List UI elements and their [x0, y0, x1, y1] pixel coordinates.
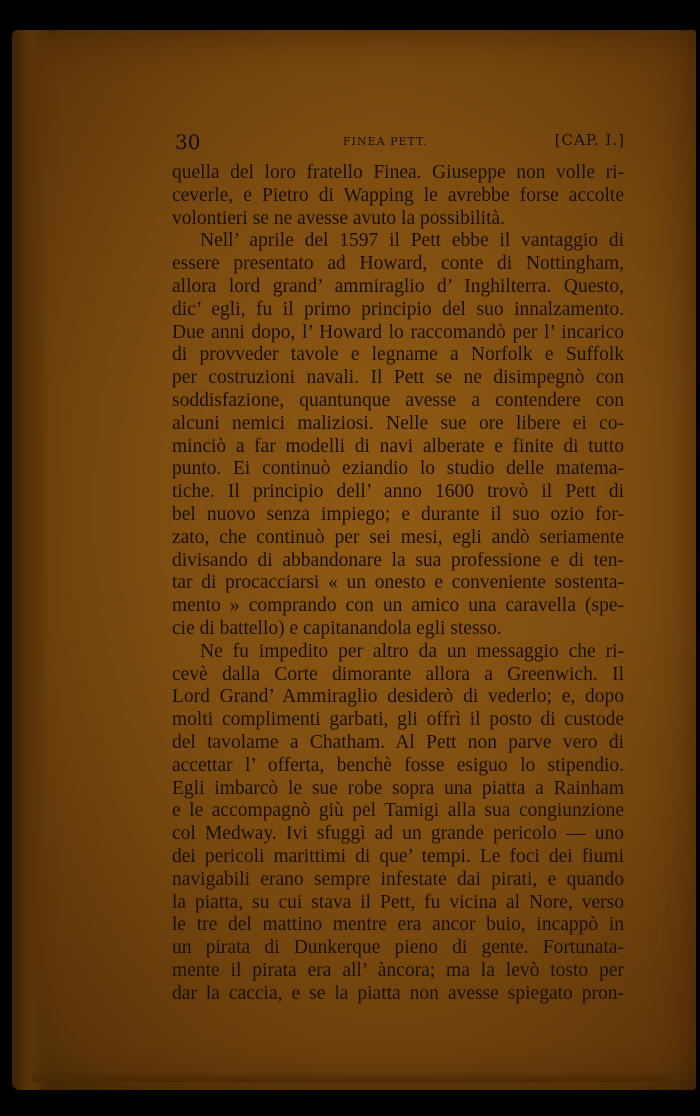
text-line: allora lord grand’ ammiraglio d’ Inghilterra. Questo,: [172, 275, 624, 297]
text-line: alcuni nemici maliziosi. Nelle sue ore libere ei co-: [172, 412, 624, 434]
text-line: cevè dalla Corte dimorante allora a Greenwich. Il: [172, 663, 624, 685]
text-line: navigabili erano sempre infestate dai pirati, e quando: [172, 868, 624, 890]
text-line: essere presentato ad Howard, conte di Nottingham,: [172, 253, 624, 275]
body-text: [172, 162, 624, 1005]
text-line: per costruzioni navali. Il Pett se ne disimpegnò con: [172, 367, 624, 389]
text-line: volontieri se ne avesse avuto la possibilità.: [172, 207, 506, 229]
text-line: quella del loro fratello Finea. Giuseppe non volle ri-: [172, 162, 624, 183]
page-spine-shadow: [12, 30, 48, 1090]
text-line: punto. Ei continuò eziandio lo studio delle matema-: [172, 458, 624, 480]
page-number: 30: [175, 130, 201, 154]
text-line: del tavolame a Chatham. Al Pett non parve vero di: [172, 731, 624, 753]
text-line: tiche. Il principio dell’ anno 1600 trovò il Pett di: [172, 481, 624, 503]
running-title: FINEA PETT.: [343, 135, 428, 148]
text-line: col Medway. Ivi sfuggì ad un grande pericolo — uno: [172, 823, 624, 845]
text-line: dic’ egli, fu il primo principio del suo innalzamento.: [172, 298, 624, 320]
text-line: Ne fu impedito per altro da un messaggio che ri-: [200, 640, 624, 662]
text-line: Egli imbarcò le sue robe sopra una piatta a Rainham: [172, 777, 624, 799]
text-line: e le accompagnò giù pel Tamigi alla sua congiunzione: [172, 800, 624, 822]
text-line: zato, che continuò per sei mesi, egli andò seriamente: [172, 526, 624, 548]
running-header: [175, 130, 625, 156]
text-line: dar la caccia, e se la piatta non avesse spiegato pron-: [172, 982, 624, 1004]
text-line: mento » comprando con un amico una caravella (spe-: [172, 595, 624, 617]
text-line: Due anni dopo, l’ Howard lo raccomandò per l’ incarico: [172, 321, 624, 343]
text-line: di provveder tavole e legname a Norfolk e Suffolk: [172, 344, 624, 366]
text-line: soddisfazione, quantunque avesse a contendere con: [172, 389, 624, 411]
text-line: cie di battello) e capitanandola egli stesso.: [172, 617, 502, 639]
text-line: le tre del mattino mentre era ancor buio, incappò in: [172, 914, 624, 936]
text-line: un pirata di Dunkerque pieno di gente. Fortunata-: [172, 937, 624, 959]
text-line: dei pericoli marittimi di que’ tempi. Le foci dei fiumi: [172, 845, 624, 867]
text-line: divisando di abbandonare la sua professione e di ten-: [172, 549, 624, 571]
text-line: mente il pirata era all’ àncora; ma la levò tosto per: [172, 959, 624, 981]
text-line: Nell’ aprile del 1597 il Pett ebbe il vantaggio di: [200, 230, 624, 252]
text-line: tar di procacciarsi « un onesto e conveniente sostenta-: [172, 572, 624, 594]
text-line: Lord Grand’ Ammiraglio desiderò di vederlo; e, dopo: [172, 686, 624, 708]
text-line: la piatta, su cui stava il Pett, fu vicina al Nore, verso: [172, 891, 624, 913]
text-line: minciò a far modelli di navi alberate e finite di tutto: [172, 435, 624, 457]
page-bottom-edge: [32, 1072, 672, 1082]
text-line: molti complimenti garbati, gli offrì il posto di custode: [172, 709, 624, 731]
text-line: bel nuovo senza impiego; e durante il suo ozio for-: [172, 503, 624, 525]
chapter-label: [CAP. I.]: [554, 131, 625, 149]
text-line: accettar l’ offerta, benchè fosse esiguo lo stipendio.: [172, 754, 624, 776]
text-line: ceverle, e Pietro di Wapping le avrebbe forse accolte: [172, 184, 624, 206]
